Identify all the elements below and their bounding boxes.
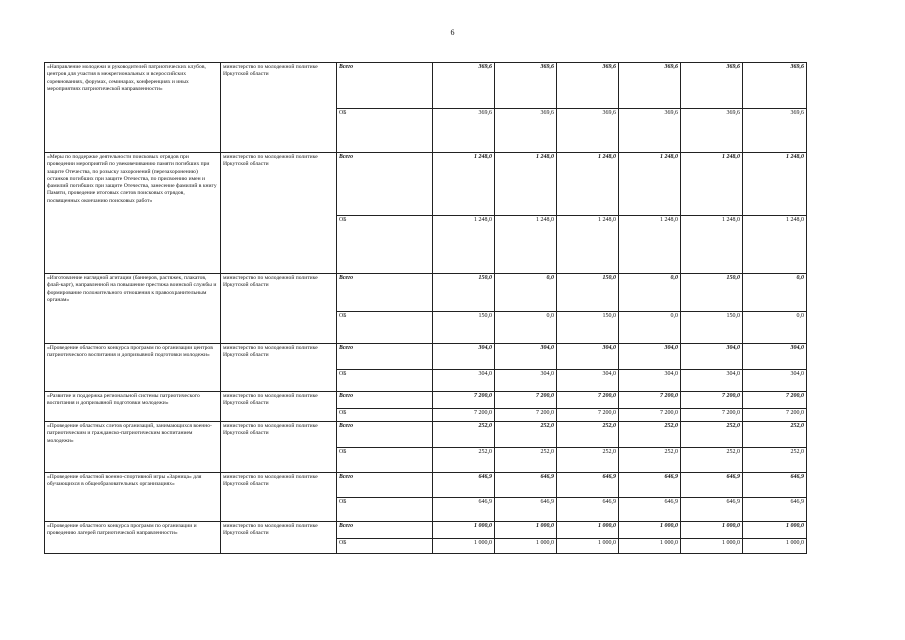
budget-value-cell: 304,0	[681, 370, 743, 392]
budget-value-cell: 646,9	[619, 498, 681, 522]
total-value-cell: 369,6	[433, 63, 495, 109]
budget-value-cell: 304,0	[619, 370, 681, 392]
budget-value-cell: 7 200,0	[681, 409, 743, 422]
total-value-cell: 1 248,0	[681, 153, 743, 216]
total-value-cell: 369,6	[681, 63, 743, 109]
budget-value-cell: 1 000,0	[433, 539, 495, 554]
program-row-total	[45, 422, 807, 448]
total-value-cell: 252,0	[743, 422, 807, 448]
budget-value-cell: 7 200,0	[495, 409, 557, 422]
total-value-cell: 1 000,0	[743, 522, 807, 539]
total-value-cell: 304,0	[557, 344, 619, 370]
total-value-cell: 369,6	[743, 63, 807, 109]
total-value-cell: 252,0	[495, 422, 557, 448]
budget-value-cell: 150,0	[681, 312, 743, 344]
budget-value-cell: 150,0	[557, 312, 619, 344]
funding-total-label: Всего	[337, 344, 433, 370]
total-value-cell: 7 200,0	[433, 392, 495, 409]
total-value-cell: 646,9	[743, 473, 807, 498]
total-value-cell: 7 200,0	[743, 392, 807, 409]
program-row-total	[45, 63, 807, 109]
funding-total-label: Всего	[337, 422, 433, 448]
total-value-cell: 0,0	[619, 274, 681, 312]
program-row-total	[45, 153, 807, 216]
executor-cell: министерство по молодежной политике Иркутской области	[221, 153, 337, 274]
funding-source-label: ОБ	[337, 409, 433, 422]
total-value-cell: 646,9	[433, 473, 495, 498]
budget-value-cell: 150,0	[433, 312, 495, 344]
total-value-cell: 1 000,0	[495, 522, 557, 539]
budget-value-cell: 304,0	[495, 370, 557, 392]
budget-value-cell: 369,6	[495, 109, 557, 153]
total-value-cell: 252,0	[619, 422, 681, 448]
funding-source-label: ОБ	[337, 498, 433, 522]
budget-value-cell: 1 248,0	[619, 216, 681, 274]
executor-cell: министерство по молодежной политике Иркутской области	[221, 63, 337, 153]
total-value-cell: 0,0	[495, 274, 557, 312]
budget-value-cell: 7 200,0	[433, 409, 495, 422]
funding-source-label: ОБ	[337, 216, 433, 274]
total-value-cell: 304,0	[681, 344, 743, 370]
total-value-cell: 1 248,0	[743, 153, 807, 216]
page-number: 6	[450, 28, 455, 37]
total-value-cell: 369,6	[619, 63, 681, 109]
budget-value-cell: 0,0	[743, 312, 807, 344]
total-value-cell: 646,9	[557, 473, 619, 498]
program-name-cell: «Изготовление наглядной агитации (баннеров, растяжек, плакатов, флай-карт), направленной на повышение престижа воинской службы и формирование положительного отношения к правоохранительным органам»	[45, 274, 221, 344]
funding-total-label: Всего	[337, 63, 433, 109]
budget-value-cell: 7 200,0	[743, 409, 807, 422]
total-value-cell: 1 248,0	[495, 153, 557, 216]
budget-value-cell: 1 248,0	[743, 216, 807, 274]
total-value-cell: 7 200,0	[557, 392, 619, 409]
total-value-cell: 1 000,0	[619, 522, 681, 539]
program-row-total	[45, 344, 807, 370]
budget-value-cell: 646,9	[557, 498, 619, 522]
total-value-cell: 646,9	[681, 473, 743, 498]
budget-value-cell: 646,9	[495, 498, 557, 522]
budget-value-cell: 369,6	[743, 109, 807, 153]
budget-value-cell: 252,0	[743, 448, 807, 473]
total-value-cell: 1 248,0	[557, 153, 619, 216]
program-row-total	[45, 522, 807, 539]
total-value-cell: 369,6	[495, 63, 557, 109]
budget-value-cell: 369,6	[681, 109, 743, 153]
total-value-cell: 252,0	[557, 422, 619, 448]
executor-cell: министерство по молодежной политике Иркутской области	[221, 422, 337, 473]
budget-value-cell: 1 248,0	[681, 216, 743, 274]
budget-value-cell: 1 000,0	[495, 539, 557, 554]
budget-value-cell: 304,0	[743, 370, 807, 392]
executor-cell: министерство по молодежной политике Иркутской области	[221, 274, 337, 344]
budget-value-cell: 252,0	[557, 448, 619, 473]
budget-value-cell: 369,6	[433, 109, 495, 153]
budget-value-cell: 7 200,0	[557, 409, 619, 422]
budget-value-cell: 1 248,0	[557, 216, 619, 274]
program-name-cell: «Проведение областного конкурса программ по организации и проведению лагерей патриотической направленности»	[45, 522, 221, 554]
total-value-cell: 150,0	[433, 274, 495, 312]
budget-value-cell: 369,6	[557, 109, 619, 153]
funding-total-label: Всего	[337, 522, 433, 539]
total-value-cell: 7 200,0	[619, 392, 681, 409]
total-value-cell: 150,0	[557, 274, 619, 312]
total-value-cell: 252,0	[681, 422, 743, 448]
budget-value-cell: 1 000,0	[557, 539, 619, 554]
budget-value-cell: 7 200,0	[619, 409, 681, 422]
total-value-cell: 1 000,0	[681, 522, 743, 539]
funding-source-label: ОБ	[337, 448, 433, 473]
executor-cell: министерство по молодежной политике Иркутской области	[221, 522, 337, 554]
budget-value-cell: 252,0	[495, 448, 557, 473]
total-value-cell: 646,9	[619, 473, 681, 498]
total-value-cell: 1 000,0	[433, 522, 495, 539]
total-value-cell: 1 000,0	[557, 522, 619, 539]
budget-value-cell: 1 248,0	[495, 216, 557, 274]
total-value-cell: 646,9	[495, 473, 557, 498]
budget-value-cell: 252,0	[433, 448, 495, 473]
total-value-cell: 252,0	[433, 422, 495, 448]
total-value-cell: 1 248,0	[433, 153, 495, 216]
program-name-cell: «Развитие и поддержка региональной системы патриотического воспитания и допризывной подготовки молодежи»	[45, 392, 221, 422]
funding-total-label: Всего	[337, 153, 433, 216]
budget-value-cell: 304,0	[557, 370, 619, 392]
total-value-cell: 304,0	[495, 344, 557, 370]
program-row-total	[45, 274, 807, 312]
budget-value-cell: 1 000,0	[743, 539, 807, 554]
funding-source-label: ОБ	[337, 539, 433, 554]
budget-table	[44, 62, 807, 554]
funding-total-label: Всего	[337, 392, 433, 409]
funding-source-label: ОБ	[337, 370, 433, 392]
total-value-cell: 7 200,0	[681, 392, 743, 409]
executor-cell: министерство по молодежной политике Иркутской области	[221, 344, 337, 392]
budget-value-cell: 0,0	[619, 312, 681, 344]
total-value-cell: 369,6	[557, 63, 619, 109]
program-name-cell: «Меры по поддержке деятельности поисковых отрядов при проведении мероприятий по увековечиванию памяти погибших при защите Отечества, по розыску захоронений (перезахоронению) останков погибших при защите Отечества, по присвоению имен и фамилий погибших при защите Отечества, занесение фамилий в книгу Памяти, проведение итоговых слетов поисковых отрядов, посвященных окончанию поисковых работ»	[45, 153, 221, 274]
total-value-cell: 7 200,0	[495, 392, 557, 409]
program-name-cell: «Проведение областной военно-спортивной игры «Зарница» для обучающихся в общеобразовательных организациях»	[45, 473, 221, 522]
total-value-cell: 0,0	[743, 274, 807, 312]
funding-source-label: ОБ	[337, 109, 433, 153]
total-value-cell: 304,0	[743, 344, 807, 370]
program-row-total	[45, 392, 807, 409]
total-value-cell: 1 248,0	[619, 153, 681, 216]
budget-value-cell: 646,9	[743, 498, 807, 522]
total-value-cell: 150,0	[681, 274, 743, 312]
funding-source-label: ОБ	[337, 312, 433, 344]
budget-value-cell: 1 248,0	[433, 216, 495, 274]
funding-total-label: Всего	[337, 274, 433, 312]
program-name-cell: «Проведение областного конкурса программ по организации центров патриотического воспитания и допризывной подготовки молодежи»	[45, 344, 221, 392]
executor-cell: министерство по молодежной политике Иркутской области	[221, 392, 337, 422]
program-name-cell: «Направление молодежи и руководителей патриотических клубов, центров для участия в межрегиональных и всероссийских соревнованиях, форумах, семинарах, конференциях и иных мероприятиях патриотической направленности»	[45, 63, 221, 153]
executor-cell: министерство по молодежной политике Иркутской области	[221, 473, 337, 522]
budget-value-cell: 369,6	[619, 109, 681, 153]
budget-value-cell: 304,0	[433, 370, 495, 392]
budget-value-cell: 252,0	[681, 448, 743, 473]
budget-value-cell: 0,0	[495, 312, 557, 344]
budget-value-cell: 646,9	[681, 498, 743, 522]
program-row-total	[45, 473, 807, 498]
program-name-cell: «Проведение областных слетов организаций, занимающихся военно-патриотическим и гражданско-патриотическим воспитанием молодежи»	[45, 422, 221, 473]
total-value-cell: 304,0	[433, 344, 495, 370]
funding-total-label: Всего	[337, 473, 433, 498]
budget-value-cell: 1 000,0	[619, 539, 681, 554]
budget-value-cell: 252,0	[619, 448, 681, 473]
total-value-cell: 304,0	[619, 344, 681, 370]
budget-value-cell: 646,9	[433, 498, 495, 522]
budget-value-cell: 1 000,0	[681, 539, 743, 554]
